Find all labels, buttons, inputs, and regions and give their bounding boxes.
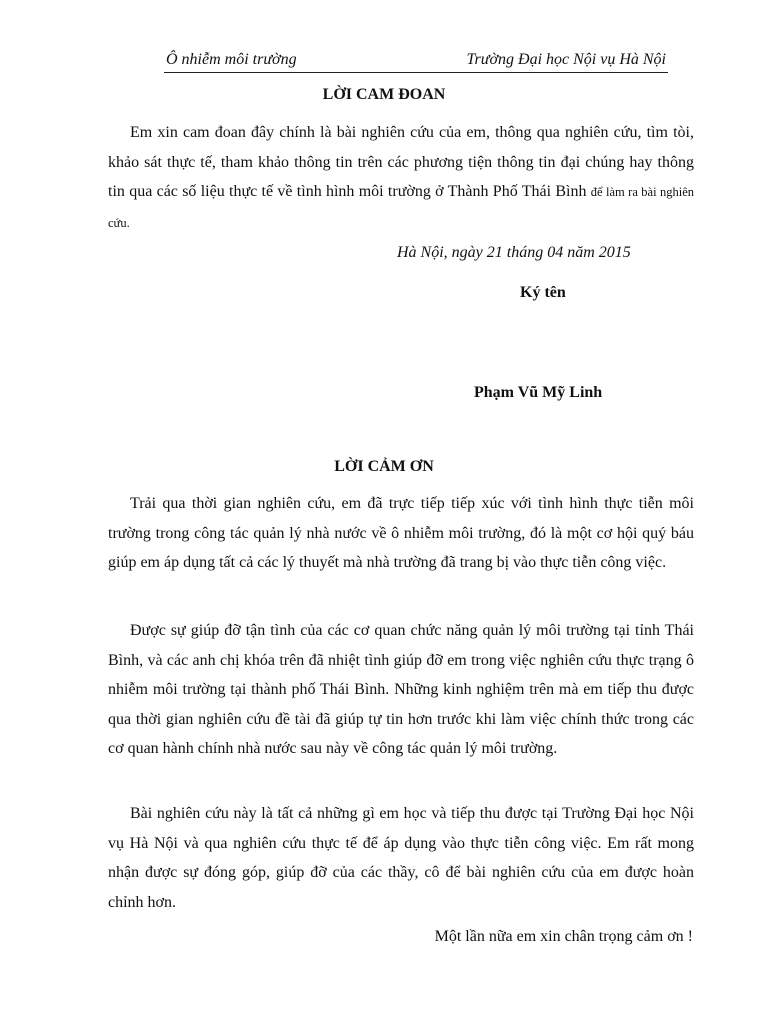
closing-line: Một lần nữa em xin chân trọng cảm ơn ! xyxy=(434,928,693,945)
thanks-paragraph-1: Trải qua thời gian nghiên cứu, em đã trực tiếp tiếp xúc với tình hình thực tiễn môi trường trong công tác quản lý nhà nước về ô nhiễm môi trường, đó là một cơ hội quý báu giúp em áp dụng tất cả các lý thuyết mà nhà trường đã trang bị vào thực tiễn công việc. xyxy=(108,495,694,571)
header-topic: Ô nhiễm môi trường xyxy=(166,51,297,68)
commitment-paragraph xyxy=(108,118,694,238)
signer-name: Phạm Vũ Mỹ Linh xyxy=(474,384,603,401)
signature-label: Ký tên xyxy=(520,284,566,301)
date-line: Hà Nội, ngày 21 tháng 04 năm 2015 xyxy=(397,244,631,261)
commitment-body: Em xin cam đoan đây chính là bài nghiên cứu của em, thông qua nghiên cứu, tìm tòi, khảo sát thực tế, tham khảo thông tin trên các phương tiện thông tin đại chúng hay thông tin qua các số liệu thực tế về tình hình môi trường ở Thành Phố Thái Bình xyxy=(108,124,694,200)
thanks-paragraph-2: Được sự giúp đỡ tận tình của các cơ quan chức năng quản lý môi trường tại tỉnh Thái Bình, và các anh chị khóa trên đã nhiệt tình giúp đỡ em trong việc nghiên cứu thực trạng ô nhiễm môi trường tại thành phố Thái Bình. Những kinh nghiệm trên mà em tiếp thu được qua thời gian nghiên cứu đề tài đã giúp tự tin hơn trước khi làm việc chính thức trong các cơ quan hành chính nhà nước sau này về công tác quản lý môi trường. xyxy=(108,622,694,757)
commitment-body-tail: để làm ra bài nghiên cứu. xyxy=(108,185,695,230)
commitment-title: LỜI CAM ĐOAN xyxy=(322,86,446,103)
page-header xyxy=(164,50,668,73)
header-school: Trường Đại học Nội vụ Hà Nội xyxy=(466,51,666,68)
thanks-paragraph-3: Bài nghiên cứu này là tất cả những gì em học và tiếp thu được tại Trường Đại học Nội vụ Hà Nội và qua nghiên cứu thực tế để áp dụng vào thực tiễn công việc. Em rất mong nhận được sự đóng góp, giúp đỡ của các thầy, cô để bài nghiên cứu của em được hoàn chỉnh hơn. xyxy=(108,805,694,911)
thanks-title: LỜI CẢM ƠN xyxy=(334,458,434,475)
